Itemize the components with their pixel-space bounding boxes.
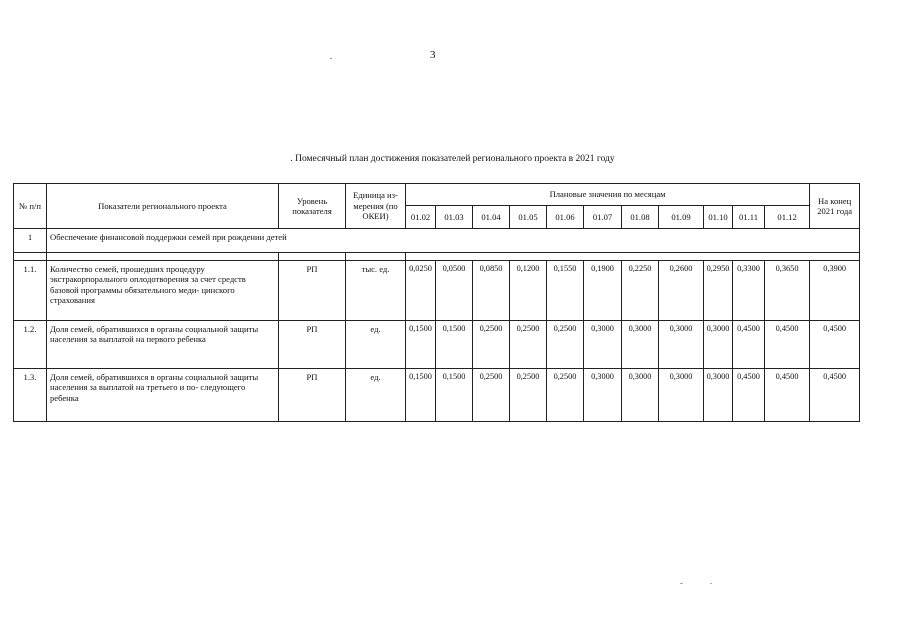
table-row [14,369,860,422]
section-row [14,229,860,253]
row-value: 0,1500 [406,369,436,422]
row-value: 0,2250 [622,261,659,321]
row-value: 0,2500 [510,369,547,422]
row-value: 0,3000 [659,369,704,422]
row-value: 0,1550 [547,261,584,321]
row-value: 0,0500 [436,261,473,321]
row-value: 0,3000 [659,321,704,369]
row-year-end: 0,4500 [810,321,860,369]
header-year-end: На конец 2021 года [810,184,860,229]
row-indicator-name: Количество семей, прошедших процедуру экстракорпорального оплодотворения за счет средств базовой программы обязательного меди- цинского страхования [47,261,279,321]
header-num: № п/п [14,184,47,229]
month-header: 01.08 [622,206,659,229]
row-indicator-name: Доля семей, обратившихся в органы социальной защиты населения за выплатой на третьего и по- следующего ребенка [47,369,279,422]
header-plan: Плановые значения по месяцам [406,184,810,206]
row-value: 0,2500 [510,321,547,369]
section-gap-row [14,253,860,261]
row-value: 0,2500 [473,369,510,422]
row-num: 1.3. [14,369,47,422]
table-row [14,261,860,321]
row-value: 0,2950 [704,261,733,321]
header-row [14,184,860,206]
row-value: 0,4500 [733,369,765,422]
table-row [14,321,860,369]
row-value: 0,1500 [436,369,473,422]
row-year-end: 0,4500 [810,369,860,422]
row-level: РП [279,369,346,422]
scan-speck [680,583,683,584]
section-title: Обеспечение финансовой поддержки семей при рождении детей [47,229,860,253]
month-header: 01.04 [473,206,510,229]
scan-speck [330,58,332,59]
row-value: 0,2500 [547,369,584,422]
row-level: РП [279,261,346,321]
row-value: 0,1500 [406,321,436,369]
row-value: 0,4500 [733,321,765,369]
row-value: 0,1500 [436,321,473,369]
row-value: 0,3000 [622,369,659,422]
header-unit: Единица из- мерения (по ОКЕИ) [346,184,406,229]
row-value: 0,0250 [406,261,436,321]
table-caption: . Помесячный план достижения показателей регионального проекта в 2021 году [290,154,615,164]
row-year-end: 0,3900 [810,261,860,321]
page-number: 3 [430,49,436,61]
row-value: 0,2500 [473,321,510,369]
row-value: 0,3000 [622,321,659,369]
section-num: 1 [14,229,47,253]
row-value: 0,2600 [659,261,704,321]
row-unit: ед. [346,321,406,369]
monthly-plan-table [13,183,860,422]
row-num: 1.1. [14,261,47,321]
month-header: 01.10 [704,206,733,229]
row-num: 1.2. [14,321,47,369]
row-value: 0,3000 [704,369,733,422]
month-header: 01.09 [659,206,704,229]
month-header: 01.07 [584,206,622,229]
row-unit: тыс. ед. [346,261,406,321]
row-value: 0,3000 [584,321,622,369]
row-value: 0,1900 [584,261,622,321]
row-value: 0,4500 [765,369,810,422]
scan-speck [710,583,712,584]
header-indicator: Показатели регионального проекта [47,184,279,229]
month-header: 01.12 [765,206,810,229]
row-value: 0,1200 [510,261,547,321]
row-value: 0,3300 [733,261,765,321]
month-header: 01.03 [436,206,473,229]
row-value: 0,3000 [584,369,622,422]
month-header: 01.11 [733,206,765,229]
row-value: 0,3000 [704,321,733,369]
row-value: 0,3650 [765,261,810,321]
row-unit: ед. [346,369,406,422]
row-value: 0,0850 [473,261,510,321]
row-value: 0,4500 [765,321,810,369]
header-level: Уровень показателя [279,184,346,229]
month-header: 01.05 [510,206,547,229]
row-value: 0,2500 [547,321,584,369]
row-level: РП [279,321,346,369]
row-indicator-name: Доля семей, обратившихся в органы социальной защиты населения за выплатой на первого ребенка [47,321,279,369]
month-header: 01.02 [406,206,436,229]
month-header: 01.06 [547,206,584,229]
